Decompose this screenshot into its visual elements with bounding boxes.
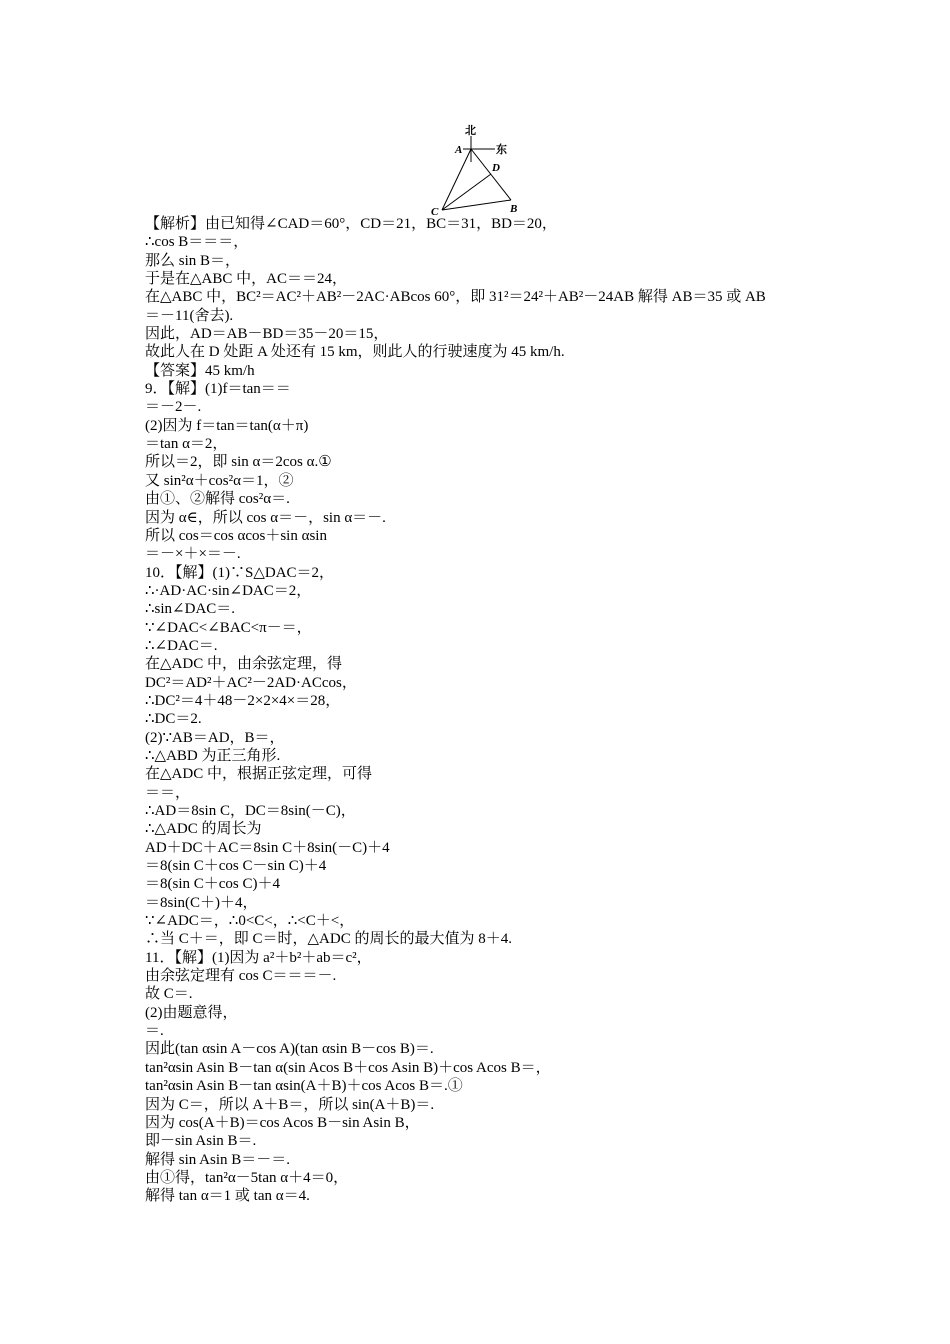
text-line: ＝8(sin C＋cos C－sin C)＋4 xyxy=(145,858,327,875)
text-line: ∴△ADC 的周长为 xyxy=(145,821,262,838)
solution-text xyxy=(145,215,825,1206)
text-line: ＝－×＋×＝－. xyxy=(145,546,241,563)
text-line: (2)由题意得， xyxy=(145,1004,238,1021)
label-c: C xyxy=(431,206,439,218)
text-line: 即－sin Asin B＝. xyxy=(145,1133,257,1150)
triangle-figure xyxy=(420,118,530,218)
text-line: 由①、②解得 cos²α＝. xyxy=(145,491,290,508)
text-line: ∴DC＝2. xyxy=(145,711,202,728)
text-line: ＝＝， xyxy=(145,784,191,801)
label-a: A xyxy=(455,144,463,156)
segment-ac xyxy=(442,149,471,210)
text-line: 因此(tan αsin A－cos A)(tan αsin B－cos B)＝. xyxy=(145,1041,434,1058)
triangle-diagram xyxy=(420,118,530,218)
text-line: 由余弦定理有 cos C＝＝＝－. xyxy=(145,968,337,985)
text-line: 在△ADC 中，由余弦定理，得 xyxy=(145,656,342,673)
text-line: DC²＝AD²＋AC²－2AD·ACcos， xyxy=(145,674,357,691)
text-line: ∴DC²＝4＋48－2×2×4×＝28， xyxy=(145,692,341,709)
text-line: 故此人在 D 处距 A 处还有 15 km，则此人的行驶速度为 45 km/h. xyxy=(145,344,565,361)
text-line: 9．【解】(1)f＝tan＝＝ xyxy=(145,381,291,398)
text-line: ＝tan α＝2， xyxy=(145,436,228,453)
text-line: ＝－11(舍去). xyxy=(145,307,234,324)
label-b: B xyxy=(510,203,518,215)
text-line: 由①得，tan²α－5tan α＋4＝0， xyxy=(145,1169,349,1186)
text-line: tan²αsin Asin B－tan αsin(A＋B)＋cos Acos B＝.① xyxy=(145,1078,463,1095)
text-line: ∴△ABD 为正三角形. xyxy=(145,747,281,764)
text-line: 【答案】45 km/h xyxy=(145,362,255,379)
text-line: AD＋DC＋AC＝8sin C＋8sin(－C)＋4 xyxy=(145,839,390,856)
text-line: ∵∠ADC＝，∴0<C<，∴<C＋<， xyxy=(145,913,355,930)
text-line: 因为 α∈，所以 cos α＝－，sin α＝－. xyxy=(145,509,386,526)
label-east: 东 xyxy=(496,144,507,156)
text-line: (2)∵AB＝AD，B＝， xyxy=(145,729,285,746)
segment-cb xyxy=(442,200,511,210)
text-line: ＝8sin(C＋)＋4， xyxy=(145,894,258,911)
text-line: ＝. xyxy=(145,1023,164,1040)
label-north: 北 xyxy=(465,125,476,137)
text-line: ∴sin∠DAC＝. xyxy=(145,601,236,618)
text-line: 11．【解】(1)因为 a²＋b²＋ab＝c²， xyxy=(145,949,372,966)
text-line: ∴cos B＝＝＝， xyxy=(145,234,249,251)
text-line: ∴AD＝8sin C，DC＝8sin(－C)， xyxy=(145,803,356,819)
text-line: 因为 C＝，所以 A＋B＝，所以 sin(A＋B)＝. xyxy=(145,1096,435,1113)
text-line: 又 sin²α＋cos²α＝1，② xyxy=(145,472,294,489)
text-line: 所以＝2，即 sin α＝2cos α.① xyxy=(145,454,332,471)
text-line: ＝8(sin C＋cos C)＋4 xyxy=(145,876,281,893)
text-line: 那么 sin B＝， xyxy=(145,252,241,269)
text-line: ∴·AD·AC·sin∠DAC＝2， xyxy=(145,582,312,599)
text-line: 因为 cos(A＋B)＝cos Acos B－sin Asin B， xyxy=(145,1114,420,1131)
text-line: 故 C＝. xyxy=(145,986,193,1003)
text-line: 于是在△ABC 中，AC＝＝24， xyxy=(145,271,347,288)
text-line: 所以 cos＝cos αcos＋sin αsin xyxy=(145,527,327,544)
text-line: 因此，AD＝AB－BD＝35－20＝15， xyxy=(145,326,389,343)
text-line: ＝－2－. xyxy=(145,399,202,416)
segment-cd xyxy=(442,174,491,210)
text-line: ∴∠DAC＝. xyxy=(145,637,218,654)
text-line: (2)因为 f＝tan＝tan(α＋π) xyxy=(145,417,309,434)
text-line: 【解析】由已知得∠CAD＝60°，CD＝21，BC＝31，BD＝20， xyxy=(145,216,557,232)
text-line: 在△ABC 中，BC²＝AC²＋AB²－2AC·ABcos 60°，即 31²＝24²＋AB²－24AB 解得 AB＝35 或 AB xyxy=(145,289,766,306)
text-line: 解得 tan α＝1 或 tan α＝4. xyxy=(145,1188,310,1205)
text-line: ∵∠DAC<∠BAC<π－＝， xyxy=(145,619,312,636)
text-line: 在△ADC 中，根据正弦定理，可得 xyxy=(145,766,372,783)
text-line: ∴当 C＋＝，即 C＝时，△ADC 的周长的最大值为 8＋4. xyxy=(145,931,512,948)
label-d: D xyxy=(492,162,500,174)
text-line: 解得 sin Asin B＝－＝. xyxy=(145,1151,291,1168)
text-line: 10．【解】(1)∵S△DAC＝2， xyxy=(145,564,335,581)
text-line: tan²αsin Asin B－tan α(sin Acos B＋cos Asin B)＋cos Acos B＝， xyxy=(145,1059,551,1076)
